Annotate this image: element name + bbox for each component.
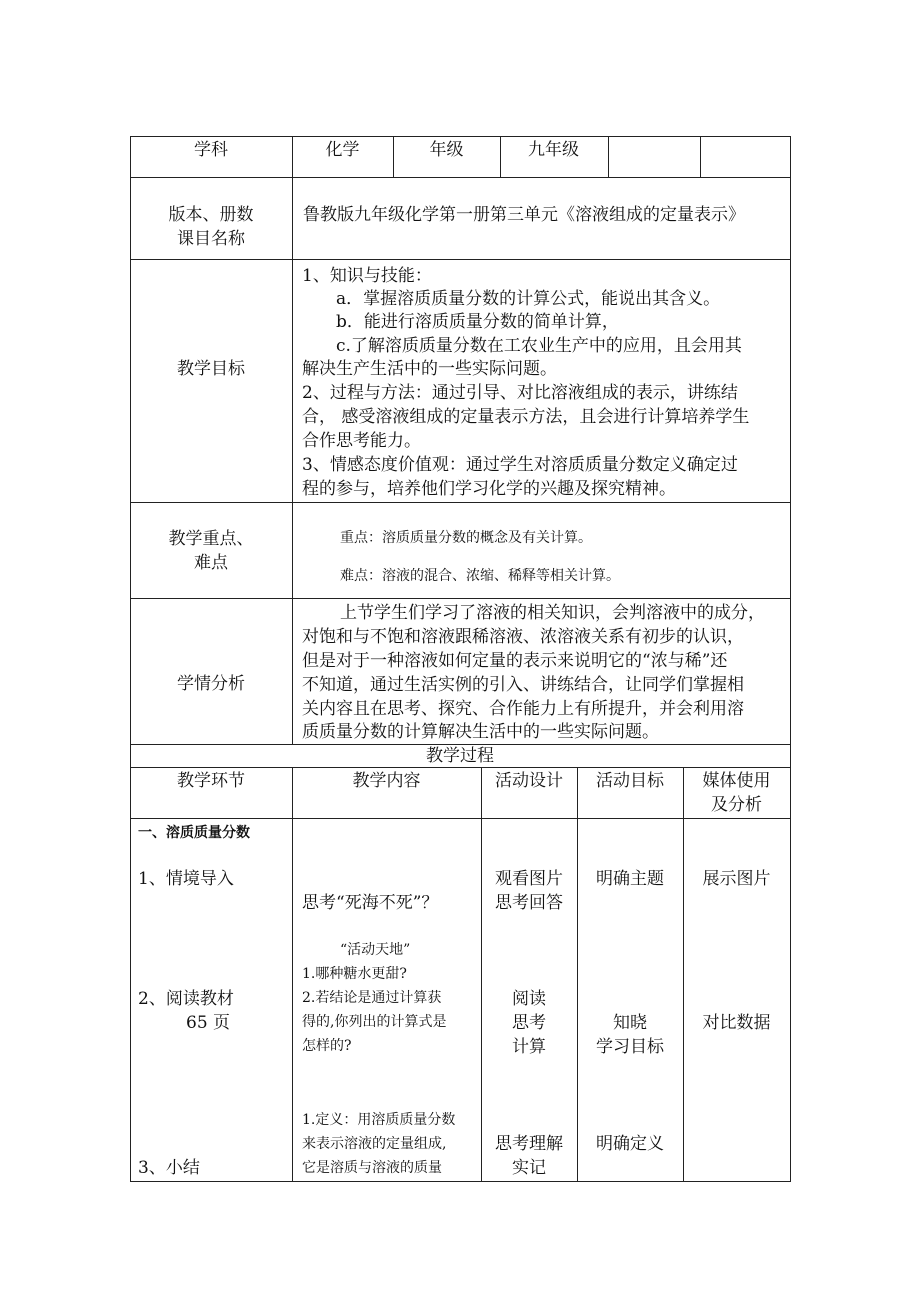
column-header-media-line1: 媒体使用 bbox=[702, 771, 771, 791]
step1-activity-line2: 思考回答 bbox=[495, 893, 563, 913]
step2-content-line5: 怎样的? bbox=[302, 1038, 352, 1054]
subject-label: 学科 bbox=[194, 140, 228, 160]
column-header-goal: 活动目标 bbox=[596, 771, 664, 791]
step2-name-line1: 2、阅读教材 bbox=[138, 989, 234, 1009]
step2-content-line1: “活动天地” bbox=[340, 942, 411, 958]
grade-value: 九年级 bbox=[528, 140, 579, 160]
edition-label-line2: 课目名称 bbox=[177, 229, 245, 249]
step1-activity-line1: 观看图片 bbox=[495, 869, 563, 889]
grade-label: 年级 bbox=[429, 140, 464, 160]
step2-content-line3: 2.若结论是通过计算获 bbox=[302, 990, 442, 1006]
objective-line: 程的参与，培养他们学习化学的兴趣及探究精神。 bbox=[302, 479, 676, 499]
objective-line: 合， 感受溶液组成的定量表示方法，且会进行计算培养学生 bbox=[302, 407, 750, 427]
step3-content-line1: 1.定义：用溶质质量分数 bbox=[302, 1112, 456, 1128]
objectives-label: 教学目标 bbox=[177, 359, 245, 379]
edition-value: 鲁教版九年级化学第一册第三单元《溶液组成的定量表示》 bbox=[303, 205, 745, 225]
analysis-line: 不知道，通过生活实例的引入、讲练结合，让同学们掌握相 bbox=[302, 675, 744, 695]
step1-goal: 明确主题 bbox=[596, 869, 664, 889]
step3-name: 3、小结 bbox=[138, 1158, 200, 1178]
step3-goal: 明确定义 bbox=[596, 1134, 664, 1154]
objective-line: 2、过程与方法：通过引导、对比溶液组成的表示，讲练结 bbox=[302, 383, 738, 403]
subject-value: 化学 bbox=[325, 140, 360, 160]
objective-line: 3、情感态度价值观：通过学生对溶质质量分数定义确定过 bbox=[302, 455, 738, 475]
objective-line: 合作思考能力。 bbox=[302, 431, 421, 451]
section-title: 一、溶质质量分数 bbox=[138, 825, 250, 841]
key-point: 重点：溶质质量分数的概念及有关计算。 bbox=[340, 530, 592, 546]
objective-line: 1、知识与技能： bbox=[302, 266, 432, 286]
step1-name: 1、情境导入 bbox=[138, 869, 234, 889]
step2-activity-line1: 阅读 bbox=[512, 989, 546, 1009]
step2-content-line4: 得的,你列出的计算式是 bbox=[302, 1014, 447, 1030]
step2-name-line2: 65 页 bbox=[186, 1013, 231, 1033]
step2-content-line2: 1.哪种糖水更甜? bbox=[302, 966, 407, 982]
step2-goal-line2: 学习目标 bbox=[596, 1037, 664, 1057]
step2-media: 对比数据 bbox=[702, 1013, 771, 1033]
keypoints-label-line1: 教学重点、 bbox=[168, 529, 254, 549]
difficult-point: 难点：溶液的混合、浓缩、稀释等相关计算。 bbox=[340, 568, 620, 584]
keypoints-label-line2: 难点 bbox=[194, 553, 228, 573]
step2-goal-line1: 知晓 bbox=[613, 1013, 647, 1033]
column-header-step: 教学环节 bbox=[177, 771, 245, 791]
analysis-label: 学情分析 bbox=[177, 674, 245, 694]
column-header-media-line2: 及分析 bbox=[711, 795, 762, 815]
step1-content: 思考“死海不死”？ bbox=[302, 893, 439, 913]
process-title: 教学过程 bbox=[426, 746, 494, 766]
step3-activity-line2: 实记 bbox=[512, 1158, 546, 1178]
objective-line: a．掌握溶质质量分数的计算公式，能说出其含义。 bbox=[336, 289, 721, 309]
step3-content-line3: 它是溶质与溶液的质量 bbox=[302, 1160, 442, 1176]
analysis-line: 对饱和与不饱和溶液跟稀溶液、浓溶液关系有初步的认识， bbox=[302, 627, 744, 647]
objective-line: c.了解溶质质量分数在工农业生产中的应用，且会用其 bbox=[336, 336, 742, 356]
step2-activity-line2: 思考 bbox=[512, 1013, 546, 1033]
column-header-activity: 活动设计 bbox=[495, 771, 563, 791]
column-header-content: 教学内容 bbox=[352, 771, 421, 791]
step2-activity-line3: 计算 bbox=[512, 1037, 546, 1057]
objective-line: 解决生产生活中的一些实际问题。 bbox=[302, 359, 557, 379]
step3-content-line2: 来表示溶液的定量组成, bbox=[302, 1136, 447, 1152]
objective-line: b．能进行溶质质量分数的简单计算， bbox=[336, 312, 619, 332]
analysis-line: 但是对于一种溶液如何定量的表示来说明它的“浓与稀”还 bbox=[302, 651, 728, 671]
analysis-line: 关内容且在思考、探究、合作能力上有所提升，并会利用溶 bbox=[302, 699, 744, 719]
analysis-line: 质质量分数的计算解决生活中的一些实际问题。 bbox=[302, 722, 659, 742]
edition-label-line1: 版本、册数 bbox=[168, 205, 254, 225]
step3-activity-line1: 思考理解 bbox=[495, 1134, 563, 1154]
analysis-line: 上节学生们学习了溶液的相关知识，会判溶液中的成分， bbox=[340, 603, 765, 623]
step1-media: 展示图片 bbox=[702, 869, 771, 889]
